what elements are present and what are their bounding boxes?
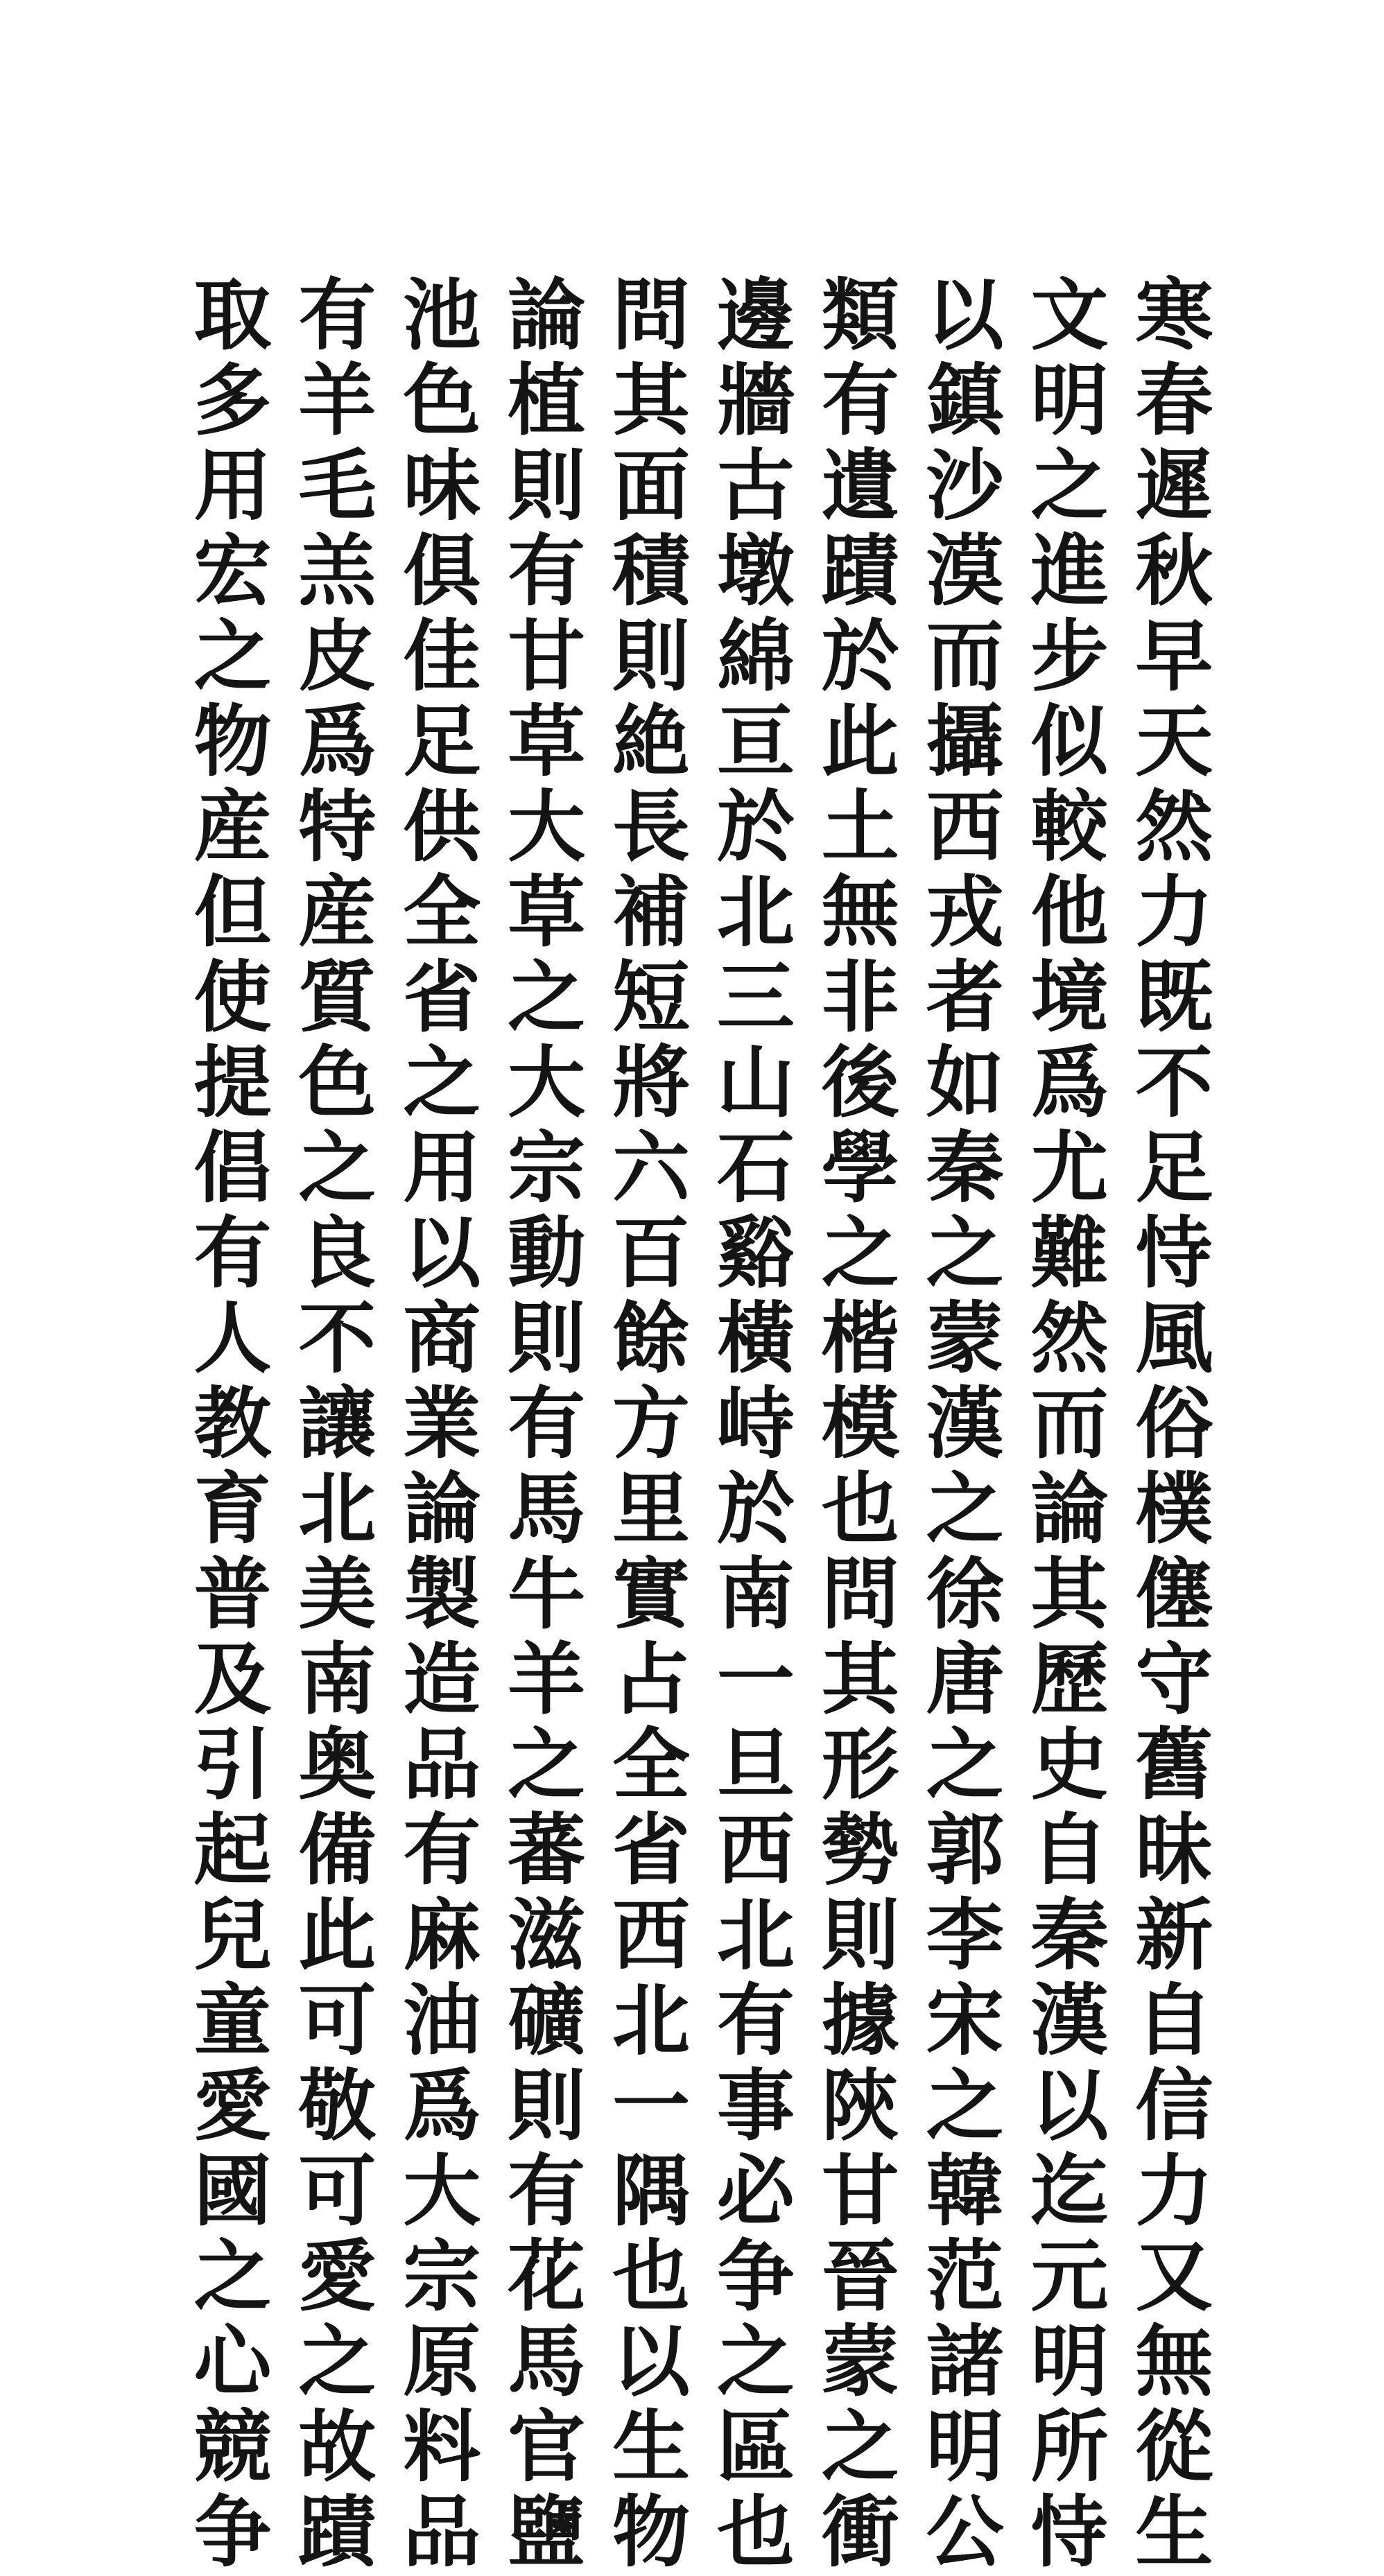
text-column-7: 論植則有甘草大草之大宗動則有馬牛羊之蕃滋礦則有花馬官鹽 xyxy=(494,274,586,2576)
text-column-1: 寒春遲秋早天然力既不足恃風俗樸僿守舊昧新自信力又無從生 xyxy=(1122,274,1213,2576)
text-column-4: 類有遺蹟於此土無非後學之楷模也問其形勢則據陝甘晉蒙之衝 xyxy=(808,274,900,2576)
vertical-text-block xyxy=(181,274,1213,2576)
text-column-10: 取多用宏之物産但使提倡有人教育普及引起兒童愛國之心競争 xyxy=(181,274,272,2576)
text-column-6: 問其面積則絶長補短將六百餘方里實占全省西北一隅也以生物 xyxy=(599,274,691,2576)
text-column-2: 文明之進步似較他境爲尤難然而論其歷史自秦漢以迄元明所恃 xyxy=(1018,274,1109,2576)
text-column-8: 池色味俱佳足供全省之用以商業論製造品有麻油爲大宗原料品 xyxy=(390,274,481,2576)
text-column-5: 邊牆古墩綿亘於北三山石谿橫峙於南一旦西北有事必争之區也 xyxy=(704,274,795,2576)
text-column-9: 有羊毛羔皮爲特産質色之良不讓北美南奥備此可敬可愛之故蹟 xyxy=(285,274,377,2576)
text-column-3: 以鎮沙漠而攝西戎者如秦之蒙漢之徐唐之郭李宋之韓范諸明公 xyxy=(913,274,1005,2576)
